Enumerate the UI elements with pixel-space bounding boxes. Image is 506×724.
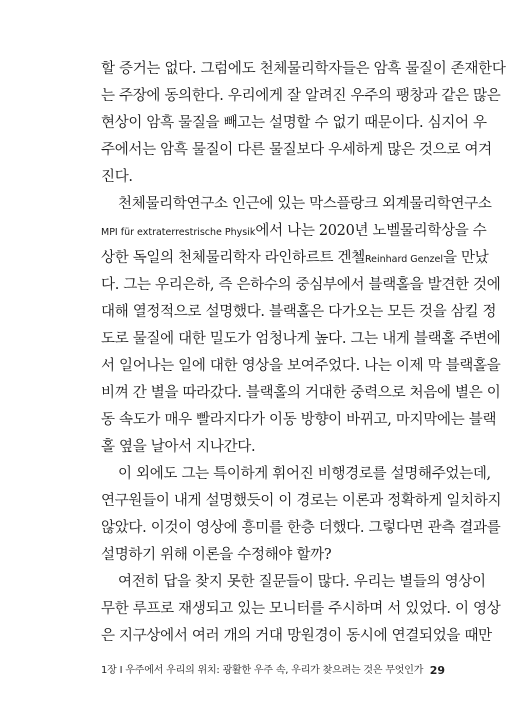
text-line: 다. 그는 우리은하, 즉 은하수의 중심부에서 블랙홀을 발견한 것에 bbox=[101, 277, 501, 293]
running-head: 1장 I 우주에서 우리의 위치: 광활한 우주 속, 우리가 찾으려는 것은 무엇인가 bbox=[101, 665, 424, 676]
text-line: 천체물리학연구소 인근에 있는 막스플랑크 외계물리학연구소 bbox=[118, 196, 492, 212]
text-line: 서 일어나는 일에 대한 영상을 보여주었다. 나는 이제 막 블랙홀을 bbox=[101, 358, 501, 374]
page-number: 29 bbox=[429, 664, 445, 677]
text-line: 상한 독일의 천체물리학자 라인하르트 겐첼Reinhard Genzel을 만났 bbox=[101, 250, 489, 266]
text-line: 연구원들이 내게 설명했듯이 이 경로는 이론과 정확하게 일치하지 bbox=[101, 493, 502, 509]
text-line: 할 증거는 없다. 그럼에도 천체물리학자들은 암흑 물질이 존재한다 bbox=[101, 61, 506, 77]
text-line: 여전히 답을 찾지 못한 질문들이 많다. 우리는 별들의 영상이 bbox=[118, 574, 486, 590]
text-line: 이 외에도 그는 특이하게 휘어진 비행경로를 설명해주었는데, bbox=[118, 466, 491, 482]
foreign-name: Reinhard Genzel bbox=[364, 254, 443, 265]
text-line: 현상이 암흑 물질을 빼고는 설명할 수 없기 때문이다. 심지어 우 bbox=[101, 115, 487, 131]
text-line: 는 주장에 동의한다. 우리에게 잘 알려진 우주의 팽창과 같은 많은 bbox=[101, 88, 501, 104]
text-line: 대해 열정적으로 설명했다. 블랙홀은 다가오는 모든 것을 삼킬 정 bbox=[101, 304, 497, 320]
text-line: 진다. bbox=[101, 169, 133, 185]
text-line: 비껴 간 별을 따라갔다. 블랙홀의 거대한 중력으로 처음에 별은 이 bbox=[101, 385, 501, 401]
foreign-name: MPI für extraterrestrische Physik bbox=[101, 227, 256, 238]
text-line: 은 지구상에서 여러 개의 거대 망원경이 동시에 연결되었을 때만 bbox=[101, 628, 492, 644]
page-footer bbox=[101, 663, 445, 679]
text-line: 동 속도가 매우 빨라지다가 이동 방향이 바뀌고, 마지막에는 블랙 bbox=[101, 412, 497, 428]
text-line: 도로 물질에 대한 밀도가 엄청나게 높다. 그는 내게 블랙홀 주변에 bbox=[101, 331, 501, 347]
text-line: 홀 옆을 날아서 지나간다. bbox=[101, 439, 256, 455]
text-line: 무한 루프로 재생되고 있는 모니터를 주시하며 서 있었다. 이 영상 bbox=[101, 601, 501, 617]
text-line: 주에서는 암흑 물질이 다른 물질보다 우세하게 많은 것으로 여겨 bbox=[101, 142, 492, 158]
text-line: 설명하기 위해 이론을 수정해야 할까? bbox=[101, 547, 332, 563]
text-line: MPI für extraterrestrische Physik에서 나는 2020년 노벨물리학상을 수 bbox=[101, 223, 487, 239]
text-line: 않았다. 이것이 영상에 흥미를 한층 더했다. 그렇다면 관측 결과를 bbox=[101, 520, 501, 536]
